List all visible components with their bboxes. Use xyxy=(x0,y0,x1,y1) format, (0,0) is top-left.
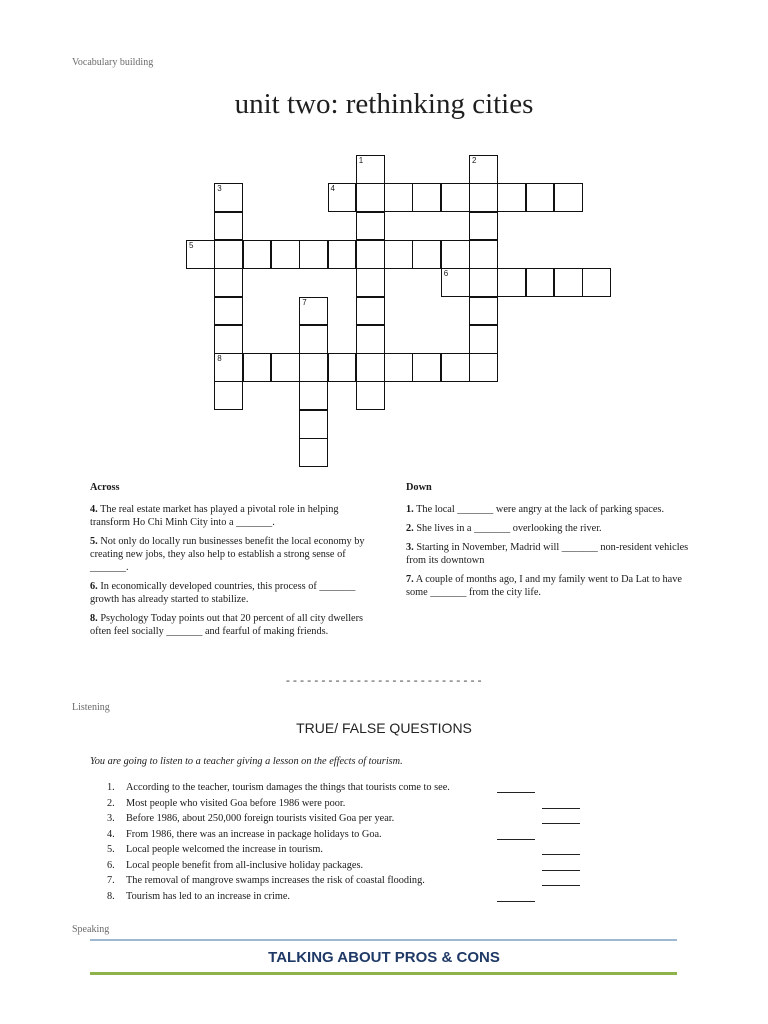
crossword-cell[interactable] xyxy=(186,240,215,269)
crossword-cell[interactable] xyxy=(271,353,300,382)
section-label-speaking: Speaking xyxy=(72,924,110,935)
crossword-cell[interactable] xyxy=(299,353,328,382)
crossword-cell[interactable] xyxy=(469,155,498,184)
crossword-cell[interactable] xyxy=(299,240,328,269)
speaking-heading: TALKING ABOUT PROS & CONS xyxy=(268,949,500,966)
crossword-cell[interactable] xyxy=(356,183,385,212)
clue-number: 3 xyxy=(217,184,222,194)
clue-number: 5 xyxy=(189,240,194,250)
crossword-grid xyxy=(0,0,768,490)
clue-down-2: 2. She lives in a _______ overlooking the river. xyxy=(406,523,602,534)
section-separator: ---------------------------- xyxy=(284,676,484,688)
crossword-cell[interactable] xyxy=(469,212,498,241)
answer-blank-6[interactable] xyxy=(542,859,580,871)
crossword-cell[interactable] xyxy=(356,297,385,326)
clue-number: 8 xyxy=(217,354,222,364)
crossword-cell[interactable] xyxy=(356,353,385,382)
crossword-cell[interactable] xyxy=(554,268,583,297)
crossword-cell[interactable] xyxy=(356,381,385,410)
clue-down-3: 3. Starting in November, Madrid will _______ non-resident vehicles from its downtown xyxy=(406,542,689,566)
crossword-cell[interactable] xyxy=(356,240,385,269)
heading-rule-top xyxy=(90,939,677,941)
crossword-cell[interactable] xyxy=(299,410,328,439)
clue-across-8: 8. Psychology Today points out that 20 percent of all city dwellers often feel socially _______ and fearful of making friends. xyxy=(90,613,364,637)
clue-down-7: 7. A couple of months ago, I and my family went to Da Lat to have some _______ from the city life. xyxy=(406,574,682,598)
answer-blank-1[interactable] xyxy=(497,781,535,793)
crossword-cell[interactable] xyxy=(356,325,385,354)
crossword-cell[interactable] xyxy=(356,155,385,184)
crossword-cell[interactable] xyxy=(554,183,583,212)
crossword-cell[interactable] xyxy=(328,353,357,382)
clue-number: 2 xyxy=(472,156,477,165)
clue-number: 1 xyxy=(358,156,364,165)
answer-blank-5[interactable] xyxy=(542,843,580,855)
true-false-heading: TRUE/ FALSE QUESTIONS xyxy=(296,720,472,736)
crossword-cell[interactable] xyxy=(497,268,526,297)
heading-rule-bottom xyxy=(90,972,677,975)
answer-blank-2[interactable] xyxy=(542,797,580,809)
crossword-cell[interactable] xyxy=(384,240,413,269)
crossword-cell[interactable] xyxy=(356,212,385,241)
crossword-cell[interactable] xyxy=(214,325,243,354)
crossword-cell[interactable] xyxy=(526,268,555,297)
crossword-cell[interactable] xyxy=(214,240,243,269)
clue-across-5: 5. Not only do locally run businesses benefit the local economy by creating new jobs, they also help to establish a strong sense of _______. xyxy=(90,536,365,573)
answer-blank-4[interactable] xyxy=(497,828,535,840)
crossword-cell[interactable] xyxy=(469,268,498,297)
clue-across-6: 6. In economically developed countries, this process of _______ growth has already started to stabilize. xyxy=(90,581,356,605)
crossword-cell[interactable] xyxy=(328,183,357,212)
crossword-cell[interactable] xyxy=(214,183,243,212)
answer-blank-3[interactable] xyxy=(542,812,580,824)
page-title: unit two: rethinking cities xyxy=(234,88,534,120)
crossword-cell[interactable] xyxy=(214,353,243,382)
crossword-cell[interactable] xyxy=(441,183,470,212)
crossword-cell[interactable] xyxy=(243,240,272,269)
crossword-cell[interactable] xyxy=(441,268,470,297)
crossword-cell[interactable] xyxy=(214,212,243,241)
crossword-cell[interactable] xyxy=(328,240,357,269)
down-clues xyxy=(406,481,690,605)
crossword-cell[interactable] xyxy=(299,438,328,467)
crossword-cell[interactable] xyxy=(384,183,413,212)
crossword-cell[interactable] xyxy=(412,183,441,212)
section-label-listening: Listening xyxy=(72,702,110,713)
crossword-cell[interactable] xyxy=(214,381,243,410)
answer-blank-8[interactable] xyxy=(497,890,535,902)
clue-across-4: 4. The real estate market has played a pivotal role in helping transform Ho Chi Minh City into a _______. xyxy=(90,504,339,528)
crossword-cell[interactable] xyxy=(299,297,328,326)
crossword-cell[interactable] xyxy=(271,240,300,269)
clue-number: 6 xyxy=(443,269,449,279)
clue-number: 4 xyxy=(330,184,335,194)
crossword-cell[interactable] xyxy=(497,183,526,212)
crossword-cell[interactable] xyxy=(469,240,498,269)
across-heading: Across xyxy=(90,482,120,493)
crossword-cell[interactable] xyxy=(243,353,272,382)
crossword-cell[interactable] xyxy=(412,240,441,269)
clue-down-1: 1. The local _______ were angry at the lack of parking spaces. xyxy=(406,504,665,515)
crossword-cell[interactable] xyxy=(356,268,385,297)
crossword-cell[interactable] xyxy=(412,353,441,382)
across-clues xyxy=(90,481,370,644)
clue-number: 7 xyxy=(302,297,307,307)
true-false-intro: You are going to listen to a teacher giving a lesson on the effects of tourism. xyxy=(90,756,403,767)
crossword-cell[interactable] xyxy=(469,353,498,382)
crossword-cell[interactable] xyxy=(441,353,470,382)
crossword-cell[interactable] xyxy=(299,381,328,410)
crossword-cell[interactable] xyxy=(441,240,470,269)
crossword-cell[interactable] xyxy=(299,325,328,354)
crossword-cell[interactable] xyxy=(214,268,243,297)
crossword-cell[interactable] xyxy=(469,297,498,326)
crossword-cell[interactable] xyxy=(469,325,498,354)
down-heading: Down xyxy=(406,482,432,493)
crossword-cell[interactable] xyxy=(469,183,498,212)
crossword-cell[interactable] xyxy=(214,297,243,326)
crossword-cell[interactable] xyxy=(384,353,413,382)
answer-blank-7[interactable] xyxy=(542,874,580,886)
crossword-cell[interactable] xyxy=(526,183,555,212)
crossword-cell[interactable] xyxy=(582,268,611,297)
section-label-vocabulary: Vocabulary building xyxy=(72,57,154,68)
